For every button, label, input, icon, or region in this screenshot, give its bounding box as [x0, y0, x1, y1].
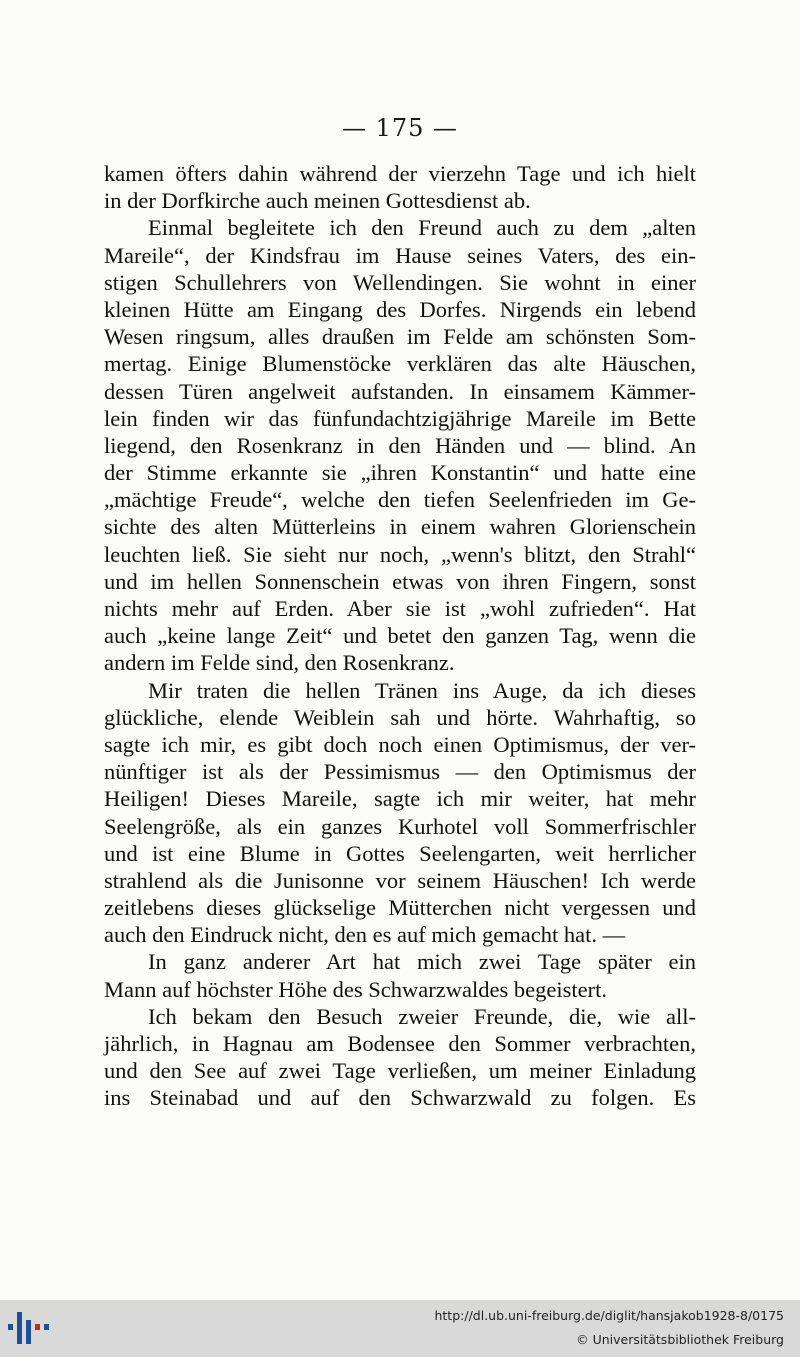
text-line: Heiligen! Dieses Mareile, sagte ich mir weiter, hat mehr	[104, 786, 696, 812]
page-number: — 175 —	[341, 114, 459, 142]
text-line: Wesen ringsum, alles draußen im Felde am schönsten Som-	[104, 324, 696, 350]
text-line: leuchten ließ. Sie sieht nur noch, „wenn's blitzt, den Strahl“	[104, 541, 696, 567]
text-line: in der Dorfkirche auch meinen Gottesdienst ab.	[104, 188, 531, 214]
paragraph	[104, 677, 696, 949]
text-line: zeitlebens dieses glückselige Mütterchen nicht vergessen und	[104, 895, 696, 921]
paragraph	[104, 160, 696, 214]
text-line: In ganz anderer Art hat mich zwei Tage später ein	[148, 949, 696, 975]
footer-bar	[0, 1300, 800, 1357]
text-line: und im hellen Sonnenschein etwas von ihren Fingern, sonst	[104, 568, 696, 594]
text-line: kleinen Hütte am Eingang des Dorfes. Nirgends ein lebend	[104, 296, 696, 322]
paragraph	[104, 1003, 696, 1112]
text-line: Ich bekam den Besuch zweier Freunde, die, wie all-	[148, 1003, 696, 1029]
text-line: mertag. Einige Blumenstöcke verklären das alte Häuschen,	[104, 351, 696, 377]
text-line: Seelengröße, als ein ganzes Kurhotel voll Sommerfrischler	[104, 813, 696, 839]
copyright-notice: © Universitätsbibliothek Freiburg	[576, 1332, 784, 1347]
text-line: stigen Schullehrers von Wellendingen. Sie wohnt in einer	[104, 269, 696, 295]
text-line: nichts mehr auf Erden. Aber sie ist „wohl zufrieden“. Hat	[104, 596, 696, 621]
text-line: dessen Türen angelweit aufstanden. In einsamem Kämmer-	[104, 378, 696, 404]
text-line: kamen öfters dahin während der vierzehn Tage und ich hielt	[104, 161, 696, 186]
text-line: Mareile“, der Kindsfrau im Hause seines Vaters, des ein-	[104, 242, 696, 268]
paragraph	[104, 214, 696, 676]
permalink-url[interactable]: http://dl.ub.uni-freiburg.de/diglit/hansjakob1928-8/0175	[434, 1308, 784, 1323]
body-text	[104, 160, 696, 1112]
text-line: der Stimme erkannte sie „ihren Konstantin“ und hatte eine	[104, 460, 696, 486]
paragraph	[104, 948, 696, 1002]
text-line: sagte ich mir, es gibt doch noch einen Optimismus, der ver-	[104, 731, 696, 757]
library-logo-icon	[6, 1308, 50, 1348]
text-line: jährlich, in Hagnau am Bodensee den Sommer verbrachten,	[104, 1031, 696, 1056]
text-line: andern im Felde sind, den Rosenkranz.	[104, 650, 455, 676]
text-line: glückliche, elende Weiblein sah und hörte. Wahrhaftig, so	[104, 704, 696, 730]
text-line: auch den Eindruck nicht, den es auf mich gemacht hat. —	[104, 922, 626, 948]
text-line: lein finden wir das fünfundachtzigjährige Mareile im Bette	[104, 405, 696, 431]
text-line: liegend, den Rosenkranz in den Händen und — blind. An	[104, 432, 696, 458]
text-line: strahlend als die Junisonne vor seinem Häuschen! Ich werde	[104, 867, 696, 893]
text-line: ins Steinabad und auf den Schwarzwald zu folgen. Es	[104, 1085, 696, 1111]
text-line: und ist eine Blume in Gottes Seelengarten, weit herrlicher	[104, 840, 696, 866]
text-line: Mir traten die hellen Tränen ins Auge, da ich dieses	[148, 677, 696, 703]
text-line: und den See auf zwei Tage verließen, um meiner Einladung	[104, 1058, 696, 1084]
text-line: Mann auf höchster Höhe des Schwarzwaldes begeistert.	[104, 976, 607, 1002]
text-line: sichte des alten Mütterleins in einem wahren Glorienschein	[104, 514, 696, 540]
text-line: „mächtige Freude“, welche den tiefen Seelenfrieden im Ge-	[104, 487, 696, 513]
text-line: nünftiger ist als der Pessimismus — den Optimismus der	[104, 759, 696, 785]
text-line: auch „keine lange Zeit“ und betet den ganzen Tag, wenn die	[104, 623, 696, 649]
text-line: Einmal begleitete ich den Freund auch zu dem „alten	[148, 215, 696, 241]
